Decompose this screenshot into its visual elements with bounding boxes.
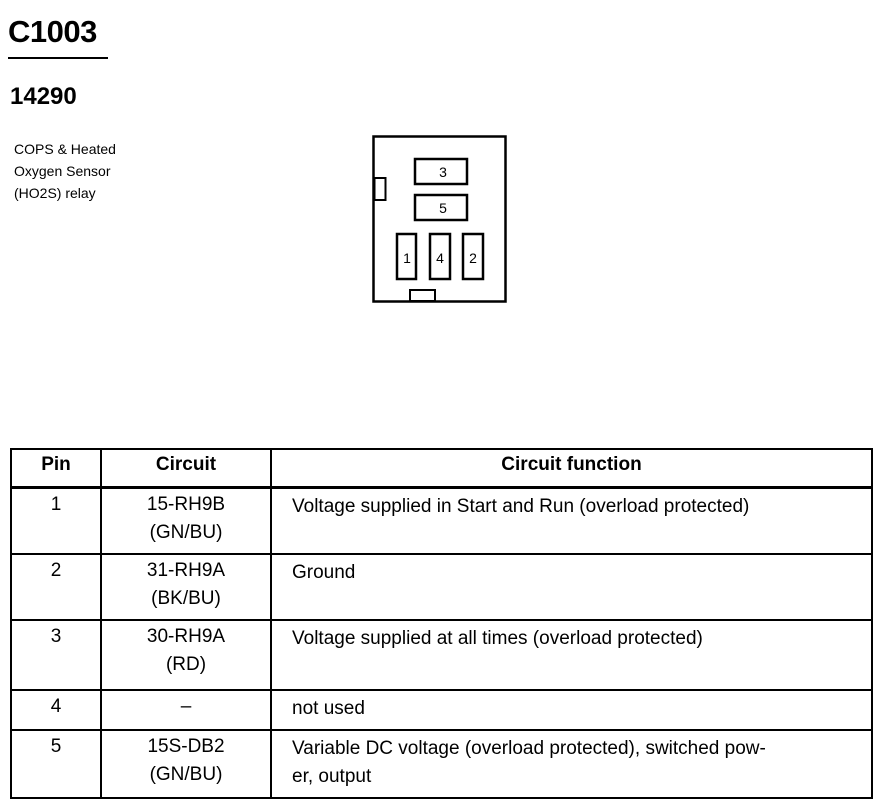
table-header-row [11,449,872,488]
circuit-function [271,730,872,798]
circuit-function: Voltage supplied at all times (overload protected) [271,620,872,690]
description-line: COPS & Heated [14,141,116,157]
circuit-cell [101,554,271,620]
description-line: (HO2S) relay [14,185,96,201]
pin-number: 5 [11,730,101,798]
wire-color: (RD) [165,654,207,675]
circuit-code: – [180,696,192,717]
column-header-function: Circuit function [271,449,872,488]
connector-side-latch [375,178,386,200]
circuit-cell [101,730,271,798]
table-row [11,690,872,730]
circuit-function: Ground [271,554,872,620]
pin-number: 2 [11,554,101,620]
terminal-3-label: 3 [439,164,447,180]
circuit-function: not used [271,690,872,730]
table-row [11,620,872,690]
wire-color: (GN/BU) [149,522,223,543]
table-row [11,488,872,555]
pin-number: 4 [11,690,101,730]
circuit-function-line: Variable DC voltage (overload protected), switched pow- [292,738,766,759]
wire-color: (BK/BU) [151,588,221,609]
description-line: Oxygen Sensor [14,163,111,179]
column-header-circuit: Circuit [101,449,271,488]
pinout-table [10,448,873,799]
circuit-code: 15-RH9B [146,494,226,515]
circuit-code: 15S-DB2 [147,736,225,757]
component-description [14,138,164,204]
pin-number: 1 [11,488,101,555]
circuit-function-line: er, output [292,766,372,787]
part-number: 14290 [10,83,77,110]
terminal-2-label: 2 [469,250,477,266]
table-row [11,554,872,620]
terminal-4-label: 4 [436,250,444,266]
circuit-code: 31-RH9A [146,560,226,581]
connector-key [410,290,435,301]
pin-number: 3 [11,620,101,690]
circuit-cell [101,690,271,730]
circuit-cell [101,488,271,555]
title-underline [8,57,108,59]
circuit-function: Voltage supplied in Start and Run (overload protected) [271,488,872,555]
terminal-1-label: 1 [403,250,411,266]
column-header-pin: Pin [11,449,101,488]
terminal-5-label: 5 [439,200,447,216]
circuit-code: 30-RH9A [146,626,226,647]
connector-id: C1003 [8,14,97,49]
table-row [11,730,872,798]
wire-color: (GN/BU) [149,764,223,785]
circuit-cell [101,620,271,690]
connector-face-diagram [372,133,512,308]
